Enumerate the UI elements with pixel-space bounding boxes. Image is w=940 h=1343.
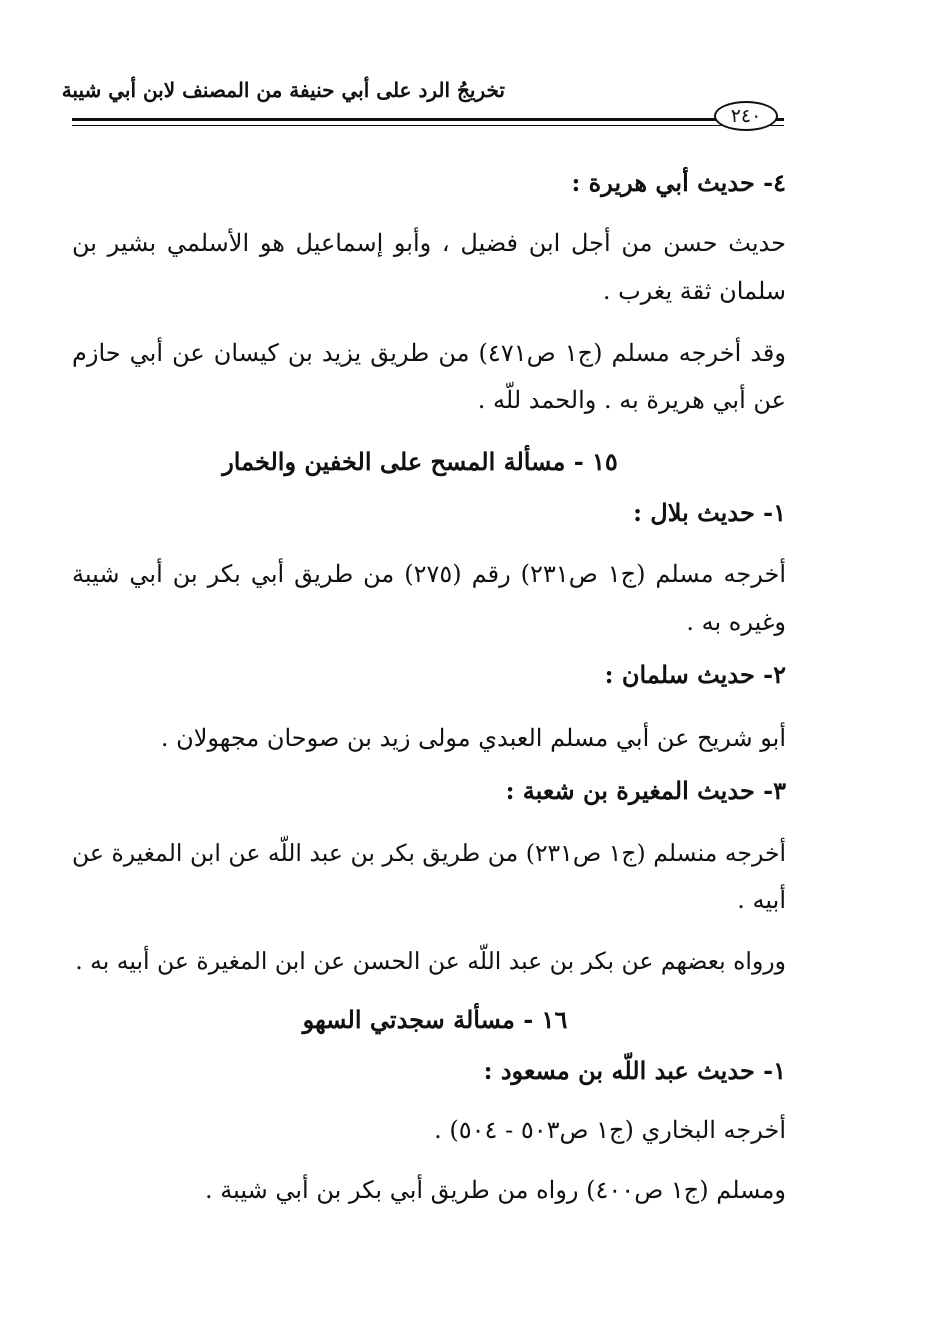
header-rule-thin [72,125,784,126]
running-header-title: تخريجُ الرد على أبي حنيفة من المصنف لابن أبي شيبة [61,78,505,102]
paragraph-line: وغيره به . [686,608,786,636]
paragraph-line: أخرجه البخاري (ج١ ص٥٠٣ - ٥٠٤) . [434,1116,786,1144]
hadith-heading: ٣- حديث المغيرة بن شعبة : [505,776,786,805]
hadith-heading: ٢- حديث سلمان : [604,660,786,689]
hadith-heading: ٤- حديث أبي هريرة : [571,168,786,197]
paragraph-line: ومسلم (ج١ ص٤٠٠) رواه من طريق أبي بكر بن أبي شيبة . [204,1176,786,1204]
paragraph-line: أبو شريح عن أبي مسلم العبدي مولى زيد بن صوحان مجهولان . [160,724,786,752]
section-heading: ١٥ - مسألة المسح على الخفين والخمار [222,447,618,476]
page-number: ٢٤٠ [714,101,778,131]
paragraph-line: وقد أخرجه مسلم (ج١ ص٤٧١) من طريق يزيد بن كيسان عن أبي حازم [72,339,786,367]
paragraph-line: أبيه . [737,886,786,914]
paragraph-line: أخرجه منسلم (ج١ ص٢٣١) من طريق بكر بن عبد اللّه عن ابن المغيرة عن [72,839,786,867]
paragraph-line: ورواه بعضهم عن بكر بن عبد اللّه عن الحسن عن ابن المغيرة عن أبيه به . [75,947,786,975]
paragraph-line: حديث حسن من أجل ابن فضيل ، وأبو إسماعيل هو الأسلمي بشير بن [72,229,786,257]
section-heading: ١٦ - مسألة سجدتي السهو [302,1005,568,1034]
hadith-heading: ١- حديث بلال : [633,498,786,527]
paragraph-line: عن أبي هريرة به . والحمد للّه . [477,386,786,414]
paragraph-line: سلمان ثقة يغرب . [602,277,786,305]
paragraph-line: أخرجه مسلم (ج١ ص٢٣١) رقم (٢٧٥) من طريق أبي بكر بن أبي شيبة [72,560,787,588]
header-rule-thick [72,118,784,121]
hadith-heading: ١- حديث عبد اللّه بن مسعود : [483,1056,786,1085]
